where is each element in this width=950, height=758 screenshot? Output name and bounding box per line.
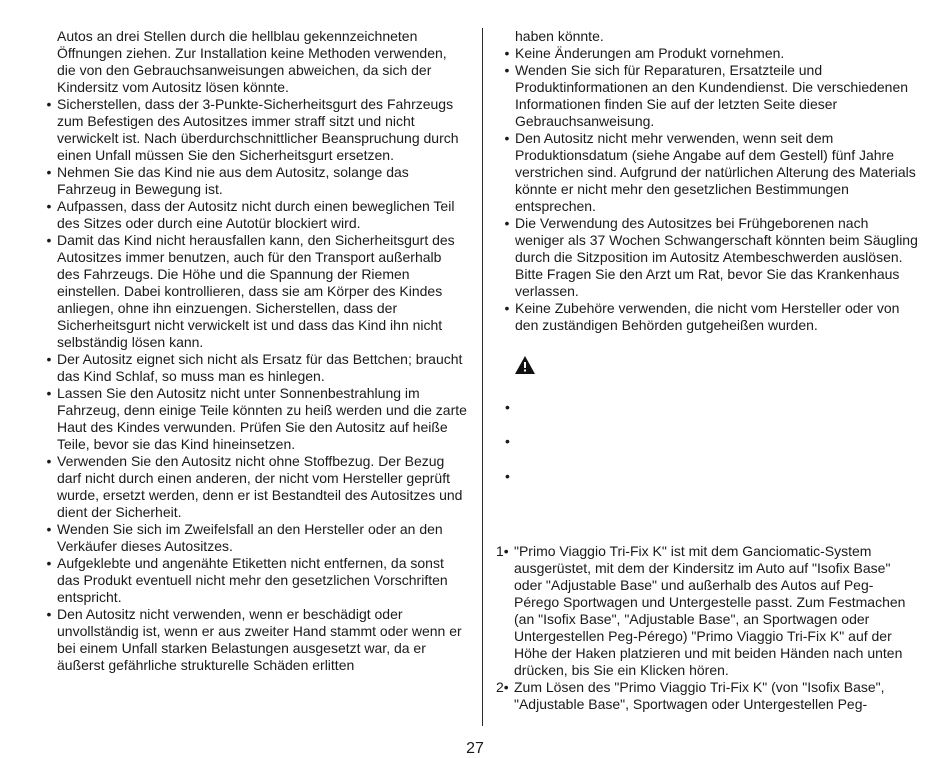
left-column — [46, 28, 467, 674]
bullet: • — [504, 130, 510, 146]
list-item-text: Den Autositz nicht mehr verwenden, wenn seit dem Produktionsdatum (siehe Angabe auf dem Gestell) fünf Jahre verstrichen sind. Aufgrund der natürlichen Alterung des Materials könnte er nicht mehr den gesetzlichen Bestimmungen entsprechen. — [515, 130, 916, 214]
list-item-text: Nehmen Sie das Kind nie aus dem Autositz, solange das Fahrzeug in Bewegung ist. — [57, 164, 409, 197]
list-item-text: Sicherstellen, dass der 3-Punkte-Sicherheitsgurt des Fahrzeugs zum Befestigen des Autositzes immer straff sitzt und nicht verwickelt ist. Nach überdurchschnittlicher Beanspruchung durch einen Unfall müssen Sie den Sicherheitsgurt ersetzen. — [57, 96, 459, 163]
step-number: 2• — [496, 679, 509, 695]
bullet: • — [504, 215, 510, 231]
list-item-text: Den Autositz nicht verwenden, wenn er beschädigt oder unvollständig ist, wenn er aus zweiter Hand stammt oder wenn er bei einem Unfall starken Belastungen ausgesetzt war, da er äußerst gefährliche strukturelle Schäden erlitten — [57, 606, 462, 673]
list-item-text: Keine Zubehöre verwenden, die nicht vom Hersteller oder von den zuständigen Behörden gutgeheißen wurden. — [515, 300, 900, 333]
bullet: • — [46, 164, 52, 180]
list-item — [46, 351, 467, 385]
list-item — [502, 45, 920, 62]
list-item-text: Verwenden Sie den Autositz nicht ohne Stoffbezug. Der Bezug darf nicht durch einen anderen, der nicht vom Hersteller geprüft wurde, ersetzt werden, denn er ist Bestandteil des Autositzes und dient der Sicherheit. — [57, 453, 463, 520]
intro-paragraph: Autos an drei Stellen durch die hellblau gekennzeichneten Öffnungen ziehen. Zur Installation keine Methoden verwenden, die von den Gebrauchsanweisungen abweichen, da sich der Kindersitz vom Autositz lösen könnte. — [57, 28, 447, 95]
column-divider — [482, 28, 483, 726]
empty-bullet: • — [505, 433, 510, 449]
list-item — [46, 521, 467, 555]
continuation-text: haben könnte. — [515, 28, 604, 44]
bullet: • — [504, 45, 510, 61]
bullet: • — [46, 232, 52, 248]
numbered-step — [496, 543, 918, 679]
right-column — [502, 28, 920, 334]
list-item-text: Damit das Kind nicht herausfallen kann, den Sicherheitsgurt des Autositzes immer benutzen, auch für den Transport außerhalb des Fahrzeugs. Die Höhe und die Spannung der Riemen einstellen. Dabei kontrollieren, dass sie am Körper des Kindes anliegen, ohne ihn einzuengen. Sicherstellen, dass der Sicherheitsgurt nicht verwickelt ist und dass das Kind ihn nicht selbständig lösen kann. — [57, 232, 455, 350]
empty-bullet: • — [505, 468, 510, 484]
list-item — [46, 385, 467, 453]
empty-bullet: • — [505, 399, 510, 415]
list-item-text: Wenden Sie sich für Reparaturen, Ersatzteile und Produktinformationen an den Kundendienst. Die verschiedenen Informationen finden Sie auf der letzten Seite dieser Gebrauchsanweisung. — [515, 62, 909, 129]
list-item — [502, 62, 920, 130]
bullet: • — [46, 555, 52, 571]
list-item — [46, 96, 467, 164]
list-item — [46, 164, 467, 198]
step-text: "Primo Viaggio Tri-Fix K" ist mit dem Ganciomatic-System ausgerüstet, mit dem der Kindersitz im Auto auf "Isofix Base" oder "Adjustable Base" und außerhalb des Autos auf Peg-Pérego Sportwagen und Untergestelle passt. Zum Festmachen (an "Isofix Base", "Adjustable Base", an Sportwagen oder Untergestellen Peg-Pérego) "Primo Viaggio Tri-Fix K" auf der Höhe der Haken platzieren und mit beiden Händen nach unten drücken, bis Sie ein Klicken hören. — [514, 543, 906, 678]
list-item-text: Die Verwendung des Autositzes bei Frühgeborenen nach weniger als 37 Wochen Schwangerschaft könnten beim Säugling durch die Sitzposition im Autositz Atembeschwerden auslösen. Bitte Fragen Sie den Arzt um Rat, bevor Sie das Krankenhaus verlassen. — [515, 215, 918, 299]
list-item-text: Keine Änderungen am Produkt vornehmen. — [515, 45, 785, 61]
bullet: • — [46, 96, 52, 112]
list-item — [46, 555, 467, 606]
numbered-steps — [496, 543, 918, 713]
list-item-text: Wenden Sie sich im Zweifelsfall an den Hersteller oder an den Verkäufer dieses Autositzes. — [57, 521, 443, 554]
list-item-text: Der Autositz eignet sich nicht als Ersatz für das Bettchen; braucht das Kind Schlaf, so muss man es hinlegen. — [57, 351, 463, 384]
list-item-text: Aufgeklebte und angenähte Etiketten nicht entfernen, da sonst das Produkt eventuell nicht mehr den gesetzlichen Vorschriften entspricht. — [57, 555, 448, 605]
list-item — [46, 453, 467, 521]
bullet: • — [504, 62, 510, 78]
warning-triangle-icon — [514, 355, 536, 375]
list-item — [46, 232, 467, 351]
list-item-text: Lassen Sie den Autositz nicht unter Sonnenbestrahlung im Fahrzeug, denn einige Teile könnten zu heiß werden und die zarte Haut des Kindes verwunden. Prüfen Sie den Autositz auf heiße Teile, bevor sie das Kind hineinsetzen. — [57, 385, 467, 452]
numbered-step — [496, 679, 918, 713]
bullet: • — [46, 385, 52, 401]
list-item — [46, 606, 467, 674]
list-item — [46, 198, 467, 232]
page-number: 27 — [466, 740, 484, 757]
bullet: • — [46, 198, 52, 214]
bullet: • — [46, 606, 52, 622]
step-text: Zum Lösen des "Primo Viaggio Tri-Fix K" (von "Isofix Base", "Adjustable Base", Sportwagen oder Untergestellen Peg- — [514, 679, 885, 712]
bullet: • — [46, 453, 52, 469]
list-item — [502, 130, 920, 215]
bullet: • — [46, 351, 52, 367]
step-number: 1• — [496, 543, 509, 559]
bullet: • — [504, 300, 510, 316]
list-item — [502, 300, 920, 334]
list-item-text: Aufpassen, dass der Autositz nicht durch einen beweglichen Teil des Sitzes oder durch eine Autotür blockiert wird. — [57, 198, 455, 231]
bullet: • — [46, 521, 52, 537]
list-item — [502, 215, 920, 300]
